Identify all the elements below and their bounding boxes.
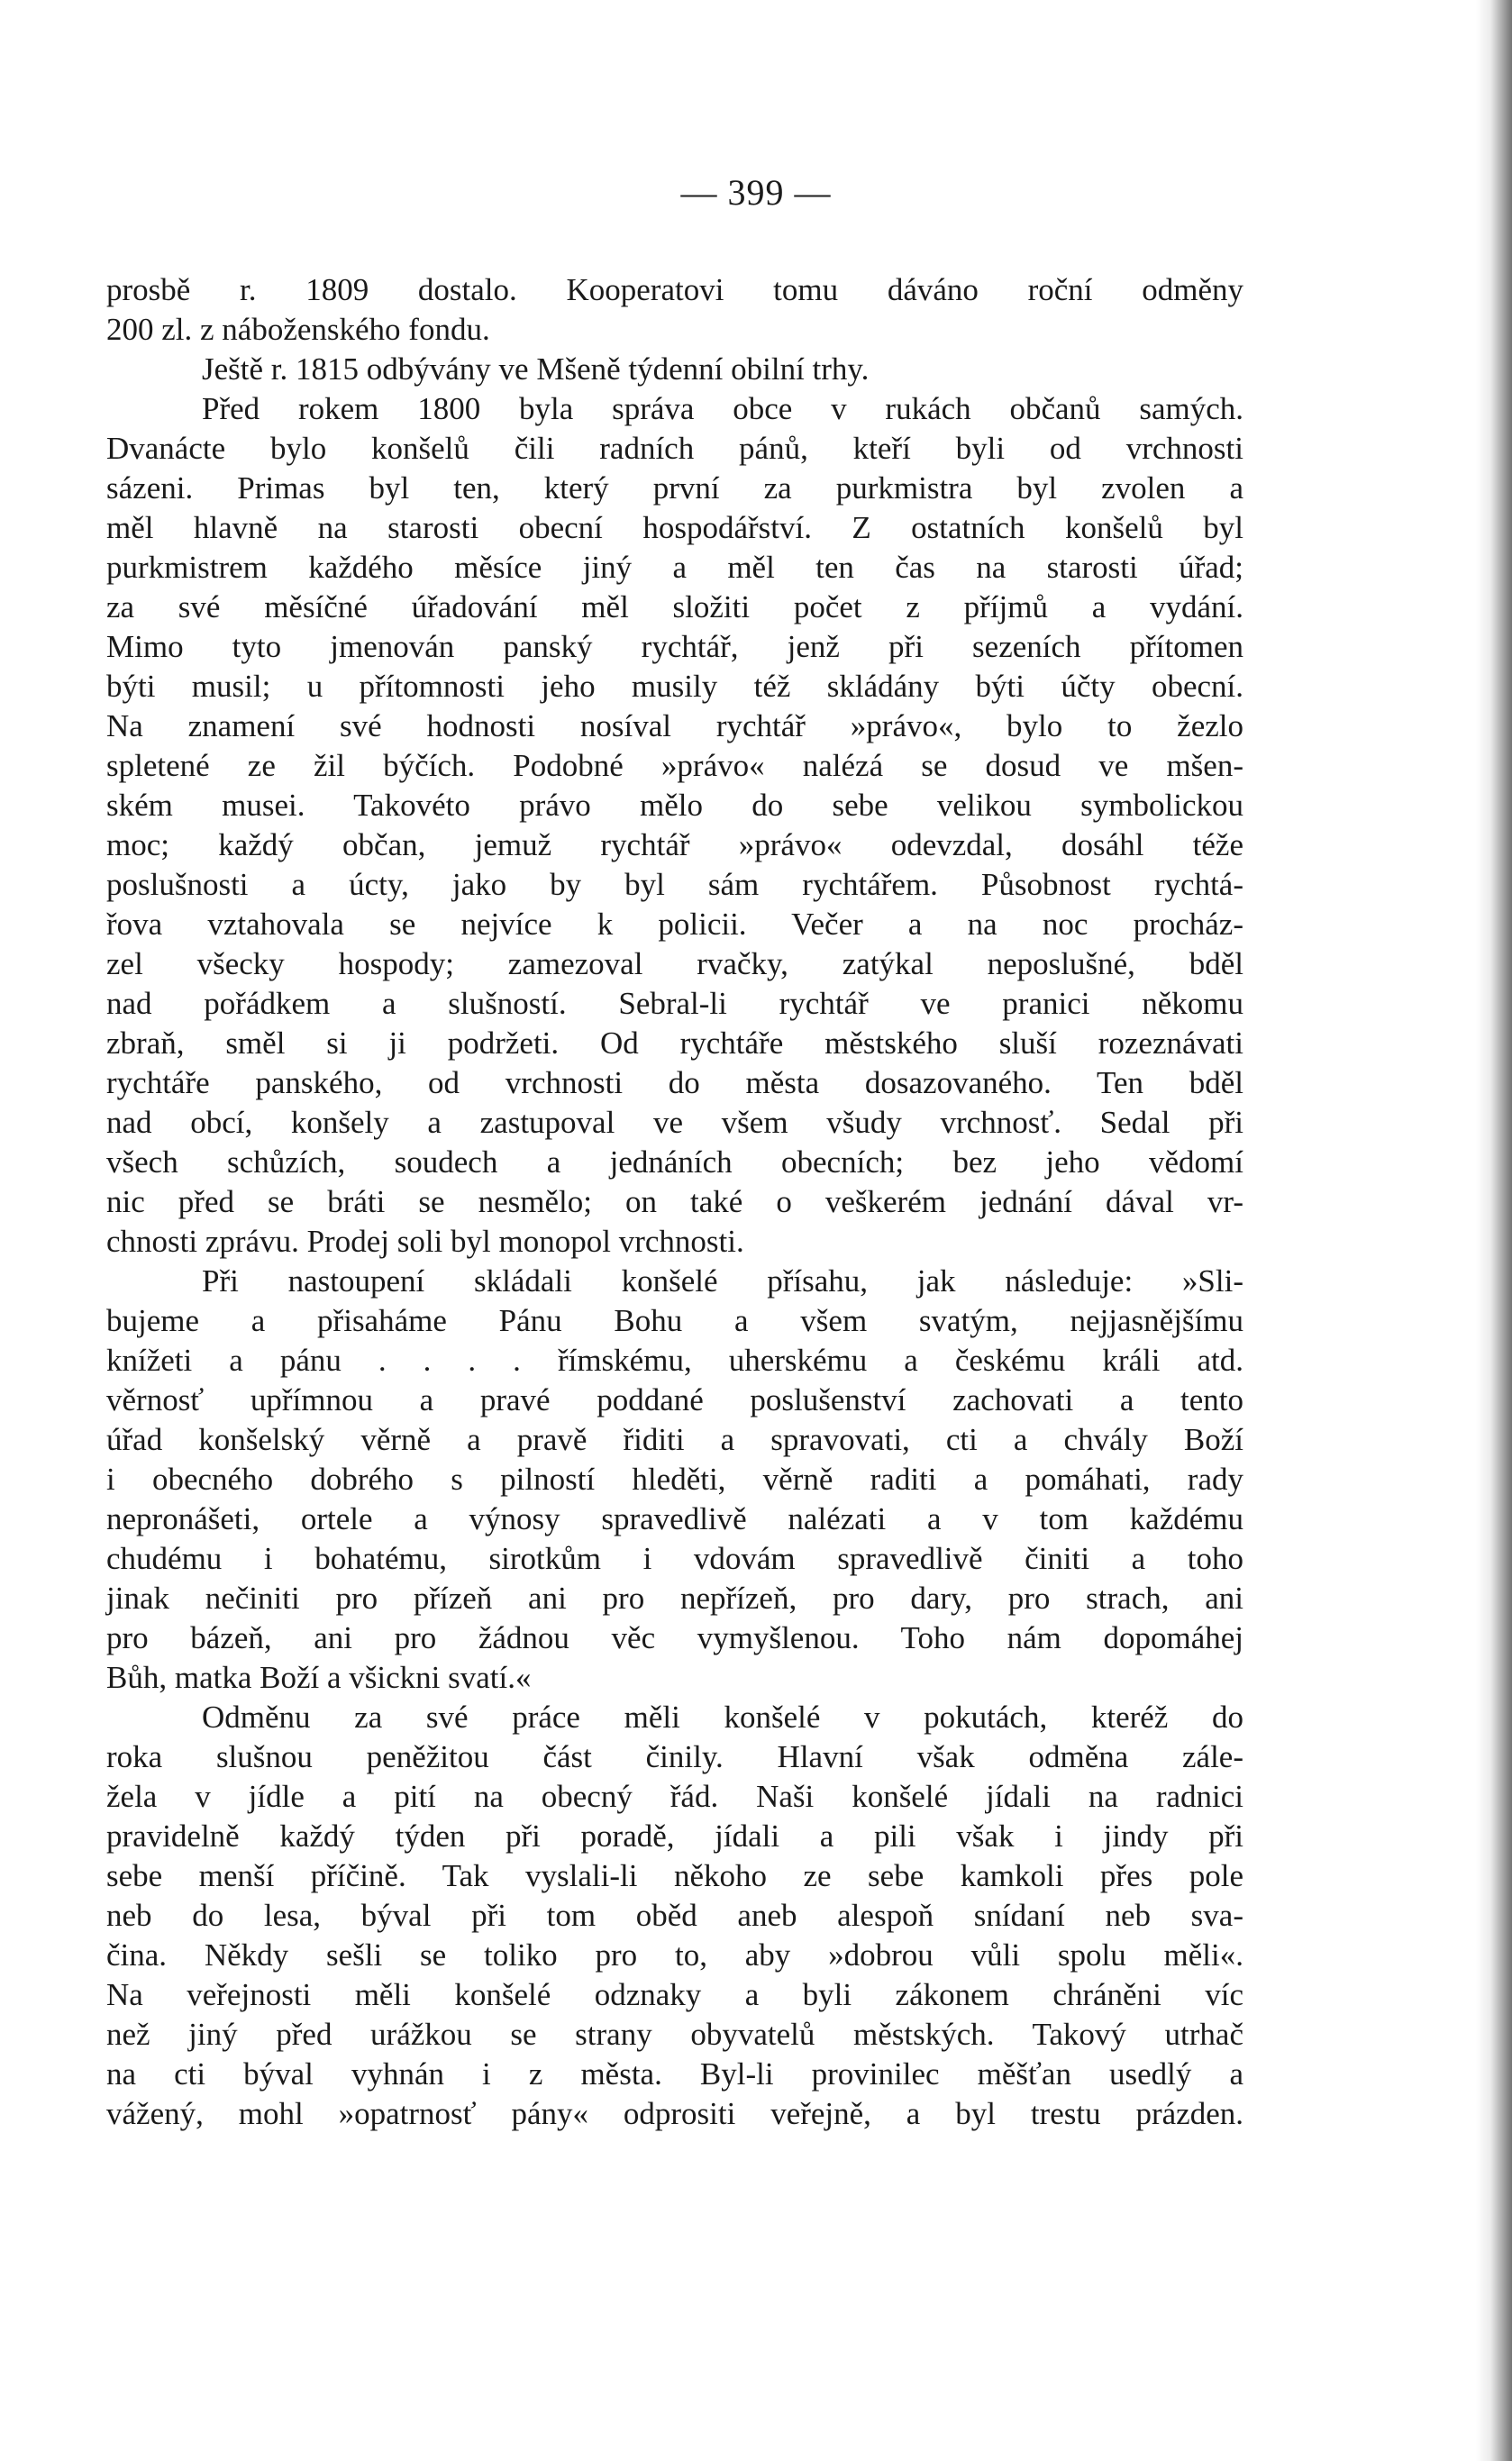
text-line: i obecného dobrého s pilností hleděti, věrně raditi a pomáhati, rady bbox=[106, 1462, 1243, 1497]
text-line: Dvanácte bylo konšelů čili radních pánů, kteří byli od vrchnosti bbox=[106, 431, 1243, 466]
text-line: věrnosť upřímnou a pravé poddané poslušenství zachovati a tento bbox=[106, 1382, 1243, 1417]
text-line: Bůh, matka Boží a všickni svatí.« bbox=[106, 1660, 532, 1695]
text-line: všech schůzích, soudech a jednáních obecních; bez jeho vědomí bbox=[106, 1144, 1243, 1180]
text-line: pro bázeň, ani pro žádnou věc vymyšlenou. Toho nám dopomáhej bbox=[106, 1620, 1243, 1655]
text-line: býti musil; u přítomnosti jeho musily též skládány býti účty obecní. bbox=[106, 669, 1243, 704]
text-line: chudému i bohatému, sirotkům i vdovám spravedlivě činiti a toho bbox=[106, 1541, 1243, 1576]
text-line: zbraň, směl si ji podržeti. Od rychtáře městského sluší rozeznávati bbox=[106, 1025, 1243, 1061]
text-line: řova vztahovala se nejvíce k policii. Večer a na noc procház- bbox=[106, 907, 1243, 942]
text-line: poslušnosti a úcty, jako by byl sám rychtářem. Působnost rychtá- bbox=[106, 867, 1243, 902]
text-line: Při nastoupení skládali konšelé přísahu, jak následuje: »Sli- bbox=[202, 1263, 1243, 1299]
text-line: nad pořádkem a slušností. Sebral-li rychtář ve pranici někomu bbox=[106, 986, 1243, 1021]
text-line: úřad konšelský věrně a pravě řiditi a spravovati, cti a chvály Boží bbox=[106, 1422, 1243, 1457]
text-line: nepronášeti, ortele a výnosy spravedlivě nalézati a v tom každému bbox=[106, 1501, 1243, 1536]
text-line: vážený, mohl »opatrnosť pány« odprositi veřejně, a byl trestu prázden. bbox=[106, 2096, 1243, 2131]
text-line: Odměnu za své práce měli konšelé v pokutách, kteréž do bbox=[202, 1700, 1243, 1735]
text-line: sebe menší příčině. Tak vyslali-li někoho ze sebe kamkoli přes pole bbox=[106, 1858, 1243, 1893]
text-line: pravidelně každý týden při poradě, jídali a pili však i jindy při bbox=[106, 1818, 1243, 1854]
text-line: Mimo tyto jmenován panský rychtář, jenž při sezeních přítomen bbox=[106, 629, 1243, 664]
text-line: nic před se bráti se nesmělo; on také o veškerém jednání dával vr- bbox=[106, 1184, 1243, 1219]
text-line: roka slušnou peněžitou část činily. Hlavní však odměna zále- bbox=[106, 1739, 1243, 1774]
body-text bbox=[106, 270, 1243, 2134]
text-line: 200 zl. z náboženského fondu. bbox=[106, 312, 490, 347]
text-line: zel všecky hospody; zamezoval rvačky, zatýkal neposlušné, bděl bbox=[106, 946, 1243, 981]
text-line: moc; každý občan, jemuž rychtář »právo« odevzdal, dosáhl téže bbox=[106, 827, 1243, 862]
text-line: jinak nečiniti pro přízeň ani pro nepřízeň, pro dary, pro strach, ani bbox=[106, 1581, 1243, 1616]
text-line: za své měsíčné úřadování měl složiti počet z příjmů a vydání. bbox=[106, 589, 1243, 624]
text-line: bujeme a přisaháme Pánu Bohu a všem svatým, nejjasnějšímu bbox=[106, 1303, 1243, 1338]
text-line: Na znamení své hodnosti nosíval rychtář »právo«, bylo to žezlo bbox=[106, 708, 1243, 743]
text-line: měl hlavně na starosti obecní hospodářství. Z ostatních konšelů byl bbox=[106, 510, 1243, 545]
page-number: — 399 — bbox=[680, 172, 832, 213]
text-line: knížeti a pánu . . . . římskému, uherskému a českému králi atd. bbox=[106, 1343, 1243, 1378]
text-line: žela v jídle a pití na obecný řád. Naši konšelé jídali na radnici bbox=[106, 1779, 1243, 1814]
text-line: rychtáře panského, od vrchnosti do města dosazovaného. Ten bděl bbox=[106, 1065, 1243, 1100]
text-line: chnosti zprávu. Prodej soli byl monopol vrchnosti. bbox=[106, 1224, 744, 1259]
text-line: na cti býval vyhnán i z města. Byl-li provinilec měšťan usedlý a bbox=[106, 2056, 1243, 2092]
text-line: Před rokem 1800 byla správa obce v rukách občanů samých. bbox=[202, 391, 1243, 426]
text-line: purkmistrem každého měsíce jiný a měl ten čas na starosti úřad; bbox=[106, 550, 1243, 585]
text-line: ském musei. Takovéto právo mělo do sebe velikou symbolickou bbox=[106, 788, 1243, 823]
text-line: čina. Někdy sešli se toliko pro to, aby »dobrou vůli spolu měli«. bbox=[106, 1937, 1243, 1973]
text-line: neb do lesa, býval při tom oběd aneb alespoň snídaní neb sva- bbox=[106, 1898, 1243, 1933]
text-line: prosbě r. 1809 dostalo. Kooperatovi tomu dáváno roční odměny bbox=[106, 272, 1243, 307]
page-edge-shadow bbox=[1476, 0, 1512, 2461]
text-line: sázeni. Primas byl ten, který první za purkmistra byl zvolen a bbox=[106, 470, 1243, 506]
text-line: Na veřejnosti měli konšelé odznaky a byli zákonem chráněni víc bbox=[106, 1977, 1243, 2012]
text-line: spletené ze žil býčích. Podobné »právo« nalézá se dosud ve mšen- bbox=[106, 748, 1243, 783]
text-line: nad obcí, konšely a zastupoval ve všem všudy vrchnosť. Sedal při bbox=[106, 1105, 1243, 1140]
text-line: než jiný před urážkou se strany obyvatelů městských. Takový utrhač bbox=[106, 2017, 1243, 2052]
text-line: Ještě r. 1815 odbývány ve Mšeně týdenní obilní trhy. bbox=[202, 351, 870, 387]
